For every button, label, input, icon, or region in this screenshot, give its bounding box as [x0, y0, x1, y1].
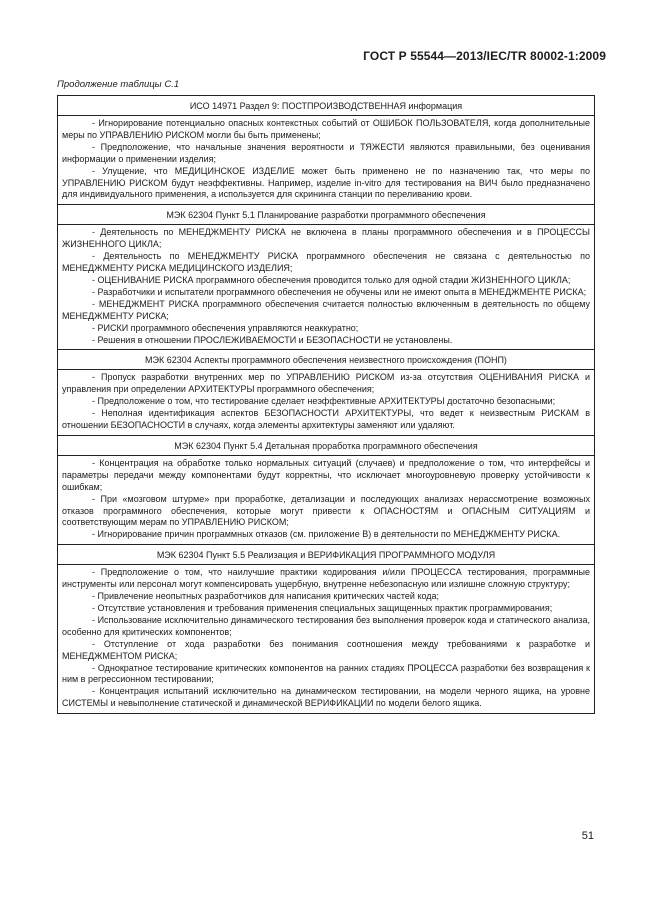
section-title: МЭК 62304 Пункт 5.5 Реализация и ВЕРИФИКАЦИЯ ПРОГРАММНОГО МОДУЛЯ	[58, 545, 594, 565]
section-body	[58, 225, 594, 350]
section-body	[58, 456, 594, 545]
table-section	[58, 205, 594, 350]
table-continuation-caption: Продолжение таблицы С.1	[57, 79, 180, 90]
table-section	[58, 350, 594, 436]
section-body	[58, 565, 594, 713]
section-body	[58, 370, 594, 436]
list-item: - Предположение о том, что наилучшие практики кодирования и/или ПРОЦЕССА тестирования, программные инструменты или персонал могут компенсировать ущербную, внутренне небезопасную или излишне сложную структуру;	[62, 567, 590, 590]
list-item: - МЕНЕДЖМЕНТ РИСКА программного обеспечения считается полностью включенным в деятельность по общему МЕНЕДЖМЕНТУ РИСКА;	[62, 298, 590, 321]
table-section	[58, 545, 594, 713]
list-item: - ОЦЕНИВАНИЕ РИСКА программного обеспечения проводится только для одной стадии ЖИЗНЕННОГО ЦИКЛА;	[92, 274, 571, 285]
section-title: МЭК 62304 Аспекты программного обеспечения неизвестного происхождения (ПОНП)	[58, 350, 594, 370]
list-item: - Пропуск разработки внутренних мер по УПРАВЛЕНИЮ РИСКОМ из-за отсутствия ОЦЕНИВАНИЯ РИСКА и управления при определении АРХИТЕКТУРЫ программного обеспечения;	[62, 372, 590, 395]
list-item: - Отступление от хода разработки без понимания соотношения между требованиями к разработке и МЕНЕДЖМЕНТОМ РИСКА;	[62, 638, 590, 661]
list-item: - РИСКИ программного обеспечения управляются неаккуратно;	[92, 322, 359, 333]
hazard-table	[57, 95, 595, 714]
list-item: - Предположение о том, что тестирование сделает неэффективные АРХИТЕКТУРЫ достаточно безопасными;	[92, 396, 556, 407]
page-number: 51	[581, 830, 594, 842]
section-title: ИСО 14971 Раздел 9: ПОСТПРОИЗВОДСТВЕННАЯ информация	[58, 96, 594, 116]
list-item: - Концентрация испытаний исключительно на динамическом тестировании, на модели черного ящика, на уровне СИСТЕМЫ и невыполнение статической и динамической ВЕРИФИКАЦИИ по модели белого ящика.	[62, 686, 590, 709]
table-section	[58, 96, 594, 205]
list-item: - Разработчики и испытатели программного обеспечения не обучены или не имеют опыта в МЕНЕДЖМЕНТЕ РИСКА;	[92, 286, 587, 297]
list-item: - Использование исключительно динамического тестирования без выполнения проверок кода и статического анализа, особенно для критических компонентов;	[62, 614, 590, 637]
list-item: - Предположение, что начальные значения вероятности и ТЯЖЕСТИ являются правильными, без оценивания информации о применении изделия;	[62, 141, 590, 164]
list-item: - Улущение, что МЕДИЦИНСКОЕ ИЗДЕЛИЕ может быть применено не по назначению так, что меры по УПРАВЛЕНИЮ РИСКОМ будут неэффективны. Например, изделие in-vitro для тестирования на ВИЧ было предназначено для индивидуального применения, а используется для скрининга станции по переливанию крови.	[62, 165, 590, 200]
list-item: - Игнорирование причин программных отказов (см. приложение В) в деятельности по МЕНЕДЖМЕНТУ РИСКА.	[92, 529, 561, 540]
list-item: - Решения в отношении ПРОСЛЕЖИВАЕМОСТИ и БЕЗОПАСНОСТИ не установлены.	[92, 334, 453, 345]
standard-code: ГОСТ Р 55544—2013/IEC/TR 80002-1:2009	[363, 49, 606, 63]
list-item: - Концентрация на обработке только нормальных ситуаций (случаев) и предположение о том, что интерфейсы и параметры передачи между компонентами будут корректны, что исключает многоуровневую проверку устойчивости к ошибкам;	[62, 457, 590, 492]
list-item: - Отсутствие установления и требования применения специальных защищенных практик программирования;	[92, 603, 553, 613]
section-title: МЭК 62304 Пункт 5.4 Детальная проработка программного обеспечения	[58, 436, 594, 456]
table-section	[58, 436, 594, 545]
section-title: МЭК 62304 Пункт 5.1 Планирование разработки программного обеспечения	[58, 205, 594, 225]
list-item: - Привлечение неопытных разработчиков для написания критических частей кода;	[92, 591, 440, 602]
list-item: - Неполная идентификация аспектов БЕЗОПАСНОСТИ АРХИТЕКТУРЫ, что ведет к неизвестным РИСКАМ в отношении БЕЗОПАСНОСТИ в случаях, когда элементы архитектуры заменяют или удаляют.	[62, 408, 590, 431]
list-item: - Деятельность по МЕНЕДЖМЕНТУ РИСКА программного обеспечения не связана с деятельностью по МЕНЕДЖМЕНТУ РИСКА МЕДИЦИНСКОГО ИЗДЕЛИЯ;	[62, 251, 590, 274]
list-item: - Однократное тестирование критических компонентов на ранних стадиях ПРОЦЕССА разработки без возвращения к ним в регрессионном тестировании;	[62, 662, 590, 685]
section-body	[58, 116, 594, 205]
list-item: - Деятельность по МЕНЕДЖМЕНТУ РИСКА не включена в планы программного обеспечения и в ПРОЦЕССЫ ЖИЗНЕННОГО ЦИКЛА;	[62, 227, 590, 250]
list-item: - При «мозговом штурме» при проработке, детализации и последующих анализах нерассмотрение возможных отказов программного обеспечения, которые могут привести к ОПАСНОСТЯМ и ОПАСНЫМ СИТУАЦИЯМ и соответствующим мерам по УПРАВЛЕНИЮ РИСКОМ;	[62, 493, 590, 528]
list-item: - Игнорирование потенциально опасных контекстных событий от ОШИБОК ПОЛЬЗОВАТЕЛЯ, когда дополнительные меры по УПРАВЛЕНИЮ РИСКОМ могли бы быть применены;	[62, 118, 590, 140]
